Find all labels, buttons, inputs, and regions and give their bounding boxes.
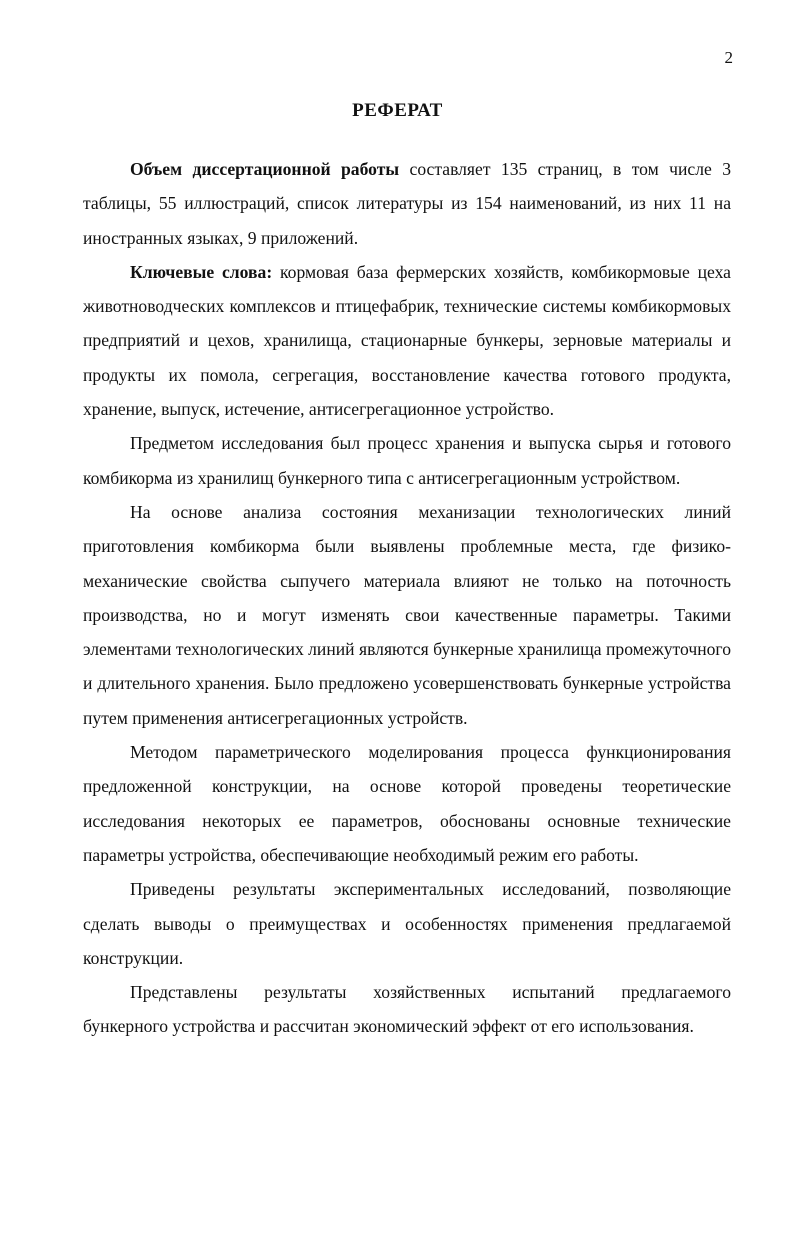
page-title: РЕФЕРАТ — [352, 100, 443, 121]
paragraph-subject — [83, 426, 731, 495]
paragraph-text: составляет 135 страниц, в том числе 3 таблицы, 55 иллюстраций, список литературы из 154 наименований, из них 11 на иностранных языках, 9 приложений. — [83, 159, 731, 248]
paragraph-text: Представлены результаты хозяйственных испытаний предлагаемого бункерного устройства и рассчитан экономический эффект от его использования. — [83, 982, 731, 1037]
paragraph-text: Предметом исследования был процесс хранения и выпуска сырья и готового комбикорма из хранилищ бункерного типа с антисегрегационным устройством. — [83, 433, 731, 488]
paragraph-keywords — [83, 255, 731, 426]
paragraph-text: На основе анализа состояния механизации технологических линий приготовления комбикорма были выявлены проблемные места, где физико-механические свойства сыпучего материала влияют не только на поточность производства, но и могут изменять свои качественные параметры. Такими элементами технологических линий являются бункерные хранилища промежуточного и длительного хранения. Было предложено усовершенствовать бункерные устройства путем применения антисегрегационных устройств. — [83, 501, 731, 728]
paragraph-analysis — [83, 495, 731, 735]
page-number: 2 — [724, 48, 733, 67]
paragraph-lead: Ключевые слова: — [130, 261, 273, 282]
paragraph-modeling — [83, 735, 731, 872]
abstract-body — [83, 152, 731, 1044]
paragraph-text: кормовая база фермерских хозяйств, комбикормовые цеха животноводческих комплексов и птицефабрик, технические системы комбикормовых предприятий и цехов, хранилища, стационарные бункеры, зерновые материалы и продукты их помола, сегрегация, восстановление качества готового продукта, хранение, выпуск, истечение, антисегрегационное устройство. — [83, 261, 731, 420]
paragraph-text: Приведены результаты экспериментальных исследований, позволяющие сделать выводы о преимуществах и особенностях применения предлагаемой конструкции. — [83, 879, 731, 968]
paragraph-experiments — [83, 872, 731, 975]
paragraph-lead: Объем диссертационной работы — [130, 159, 400, 179]
paragraph-trials — [83, 975, 731, 1044]
paragraph-text: Методом параметрического моделирования процесса функционирования предложенной конструкции, на основе которой проведены теоретические исследования некоторых ее параметров, обоснованы основные технические параметры устройства, обеспечивающие необходимый режим его работы. — [83, 742, 731, 865]
paragraph-volume — [83, 152, 731, 255]
